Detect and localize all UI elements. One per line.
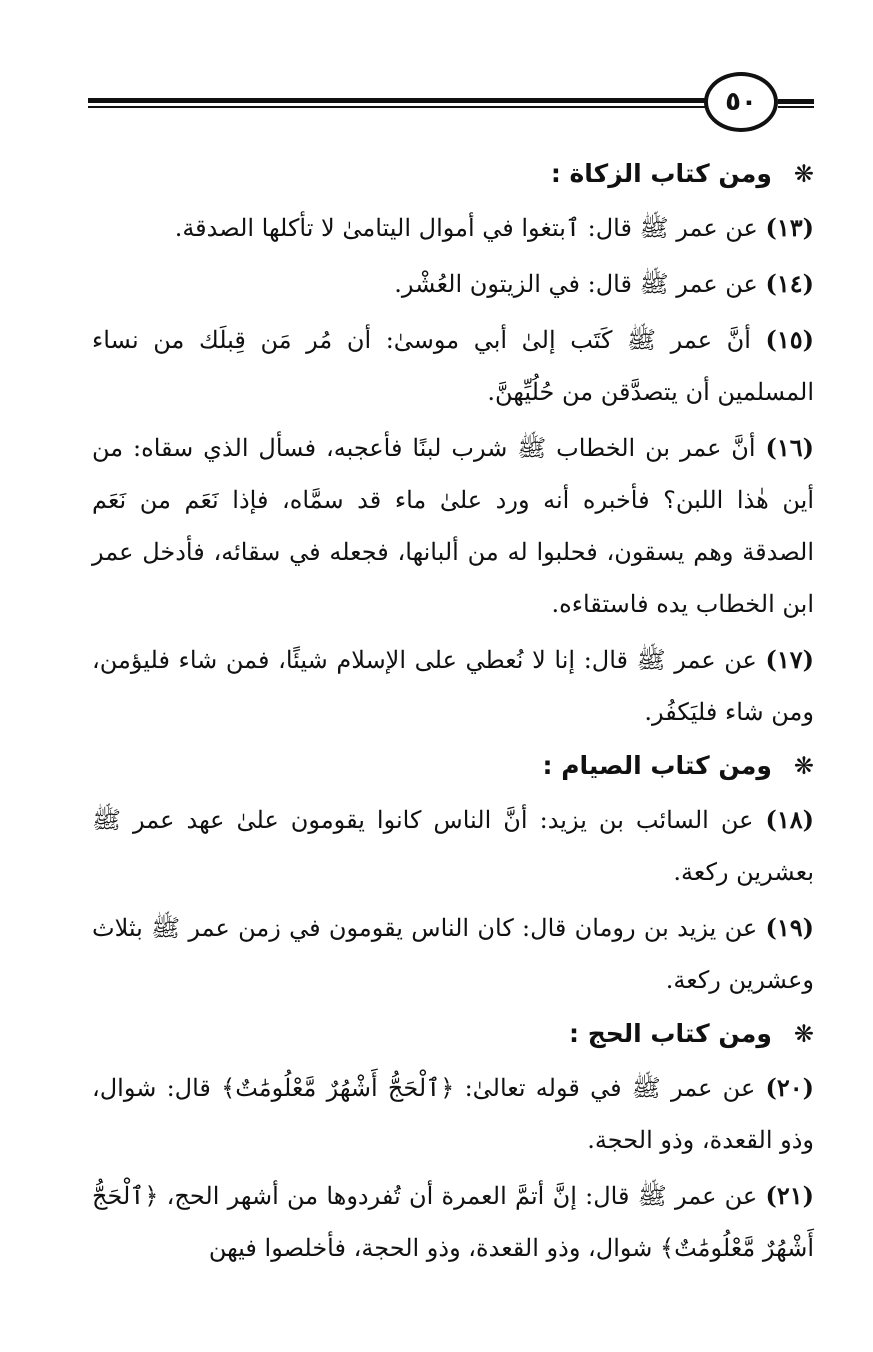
- hadith-text: عن عمر ﷺ قال: إنَّ أتمَّ العمرة أن تُفردوها من أشهر الحج، ﴿ٱلْحَجُّ أَشْهُرٌ مَّعْلُومَٰتٌ﴾ شوال، وذو القعدة، وذو الحجة، فأخلصوا فيهن: [92, 1182, 814, 1262]
- hadith-number: (١٧): [765, 645, 814, 674]
- hadith-paragraph: [92, 202, 814, 254]
- hadith-number: (٢١): [765, 1181, 814, 1210]
- hadith-number: (٢٠): [765, 1073, 814, 1102]
- hadith-paragraph: [92, 314, 814, 418]
- hadith-paragraph: [92, 902, 814, 1006]
- hadith-text: عن عمر ﷺ في قوله تعالىٰ: ﴿ٱلْحَجُّ أَشْهُرٌ مَّعْلُومَٰتٌ﴾ قال: شوال، وذو القعدة، وذو الحجة.: [92, 1074, 814, 1154]
- hadith-paragraph: [92, 422, 814, 630]
- page-header: [88, 72, 814, 136]
- section-heading-siyam: [92, 742, 814, 790]
- asterism-icon: ❋: [793, 1020, 814, 1048]
- hadith-number: (١٥): [765, 325, 814, 354]
- hadith-paragraph: [92, 634, 814, 738]
- hadith-text: عن عمر ﷺ قال: ٱبتغوا في أموال اليتامىٰ لا تأكلها الصدقة.: [174, 214, 766, 242]
- page-number: ٥٠: [704, 72, 778, 132]
- hadith-text: أنَّ عمر بن الخطاب ﷺ شرب لبنًا فأعجبه، فسأل الذي سقاه: من أين هٰذا اللبن؟ فأخبره أنه ورد علىٰ ماء قد سمَّاه، فإذا نَعَم من نَعَم الصدقة وهم يسقون، فحلبوا له من ألبانها، فجعله في سقائه، فأدخل عمر ابن الخطاب يده فاستقاءه.: [92, 434, 814, 618]
- asterism-icon: ❋: [793, 160, 814, 188]
- hadith-text: عن عمر ﷺ قال: في الزيتون العُشْر.: [394, 270, 766, 298]
- section-heading-text: ومن كتاب الصيام :: [542, 751, 772, 780]
- hadith-text: أنَّ عمر ﷺ كَتَب إلىٰ أبي موسىٰ: أن مُر مَن قِبلَك من نساء المسلمين أن يتصدَّقن من حُلُيِّهنَّ.: [92, 326, 814, 406]
- hadith-number: (١٩): [765, 913, 814, 942]
- section-heading-text: ومن كتاب الحج :: [569, 1019, 772, 1048]
- section-heading-zakat: [92, 150, 814, 198]
- hadith-text: عن يزيد بن رومان قال: كان الناس يقومون في زمن عمر ﷺ بثلاث وعشرين ركعة.: [92, 914, 814, 994]
- header-rule-right-thin: [778, 106, 814, 108]
- header-rule-thin: [88, 106, 708, 108]
- hadith-text: عن عمر ﷺ قال: إنا لا نُعطي على الإسلام شيئًا، فمن شاء فليؤمن، ومن شاء فليَكفُر.: [92, 646, 814, 726]
- hadith-number: (١٣): [765, 213, 814, 242]
- hadith-paragraph: [92, 1062, 814, 1166]
- hadith-paragraph: [92, 258, 814, 310]
- hadith-paragraph: [92, 794, 814, 898]
- hadith-paragraph: [92, 1170, 814, 1274]
- hadith-number: (١٤): [765, 269, 814, 298]
- hadith-text: عن السائب بن يزيد: أنَّ الناس كانوا يقومون علىٰ عهد عمر ﷺ بعشرين ركعة.: [92, 806, 814, 886]
- hadith-number: (١٦): [765, 433, 814, 462]
- page-body: [92, 150, 814, 1278]
- asterism-icon: ❋: [793, 752, 814, 780]
- header-rule-right: [778, 99, 814, 104]
- header-rule: [88, 98, 708, 103]
- section-heading-hajj: [92, 1010, 814, 1058]
- section-heading-text: ومن كتاب الزكاة :: [550, 159, 772, 188]
- hadith-number: (١٨): [765, 805, 814, 834]
